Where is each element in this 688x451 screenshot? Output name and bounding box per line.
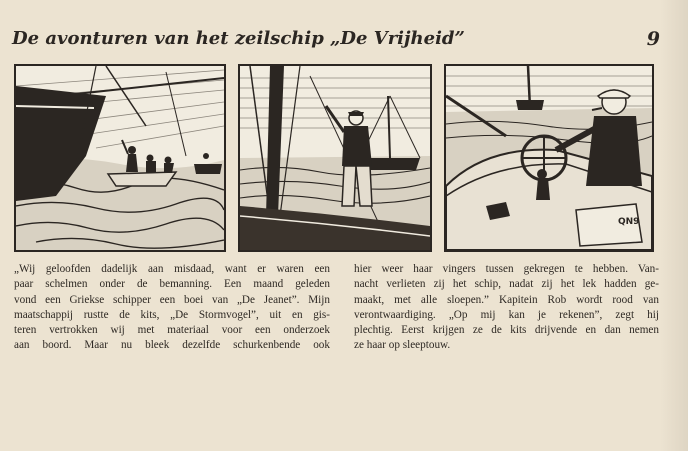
text-line: teren vertrokken wij met materiaal voor een onderzoek [14, 324, 330, 337]
panel-2-illustration [240, 66, 430, 250]
text-line: plechtig. Eerst krijgen ze de kits drijvende en dan nemen [354, 324, 659, 337]
text-line: paar schelmen onder de bemanning. Een maand geleden [14, 278, 330, 291]
text-line: nacht verlieten zij het schip, nadat zij het lek hadden ge- [354, 278, 659, 291]
text-line: „Wij geloofden dadelijk aan misdaad, want er waren een [14, 263, 330, 275]
page-header [12, 28, 660, 52]
page-number: 9 [646, 28, 660, 50]
text-column-1 [14, 262, 330, 354]
text-line: vond een Griekse schipper een boei van „De Jeanet”. Mijn [14, 293, 330, 306]
text-line: hier weer haar vingers tussen gekregen te hebben. Van- [354, 263, 659, 275]
text-line: verontwaardiging. „Op mij kan je rekenen”, zegt hij [354, 308, 659, 321]
panel-3-illustration [446, 66, 652, 250]
text-column-2 [354, 262, 659, 354]
comic-panel-1 [14, 64, 226, 252]
page-edge-shadow [660, 0, 688, 451]
text-line: ze haar op sleeptouw. [354, 339, 451, 352]
text-line: maakt, met alle sloepen.” Kapitein Rob wordt rood van [354, 293, 659, 306]
panel-1-illustration [16, 66, 224, 250]
text-line: maatschappij rustte de kits, „De Stormvogel”, uit en gis- [14, 308, 330, 321]
comic-panel-2 [238, 64, 432, 252]
text-line: aan boord. Maar nu bleek dezelfde schurkenbende ook [14, 339, 330, 352]
artist-signature: QN9 [618, 217, 640, 227]
page-title: De avonturen van het zeilschip „De Vrijheid” [12, 28, 465, 49]
comic-panel-3 [444, 64, 654, 252]
